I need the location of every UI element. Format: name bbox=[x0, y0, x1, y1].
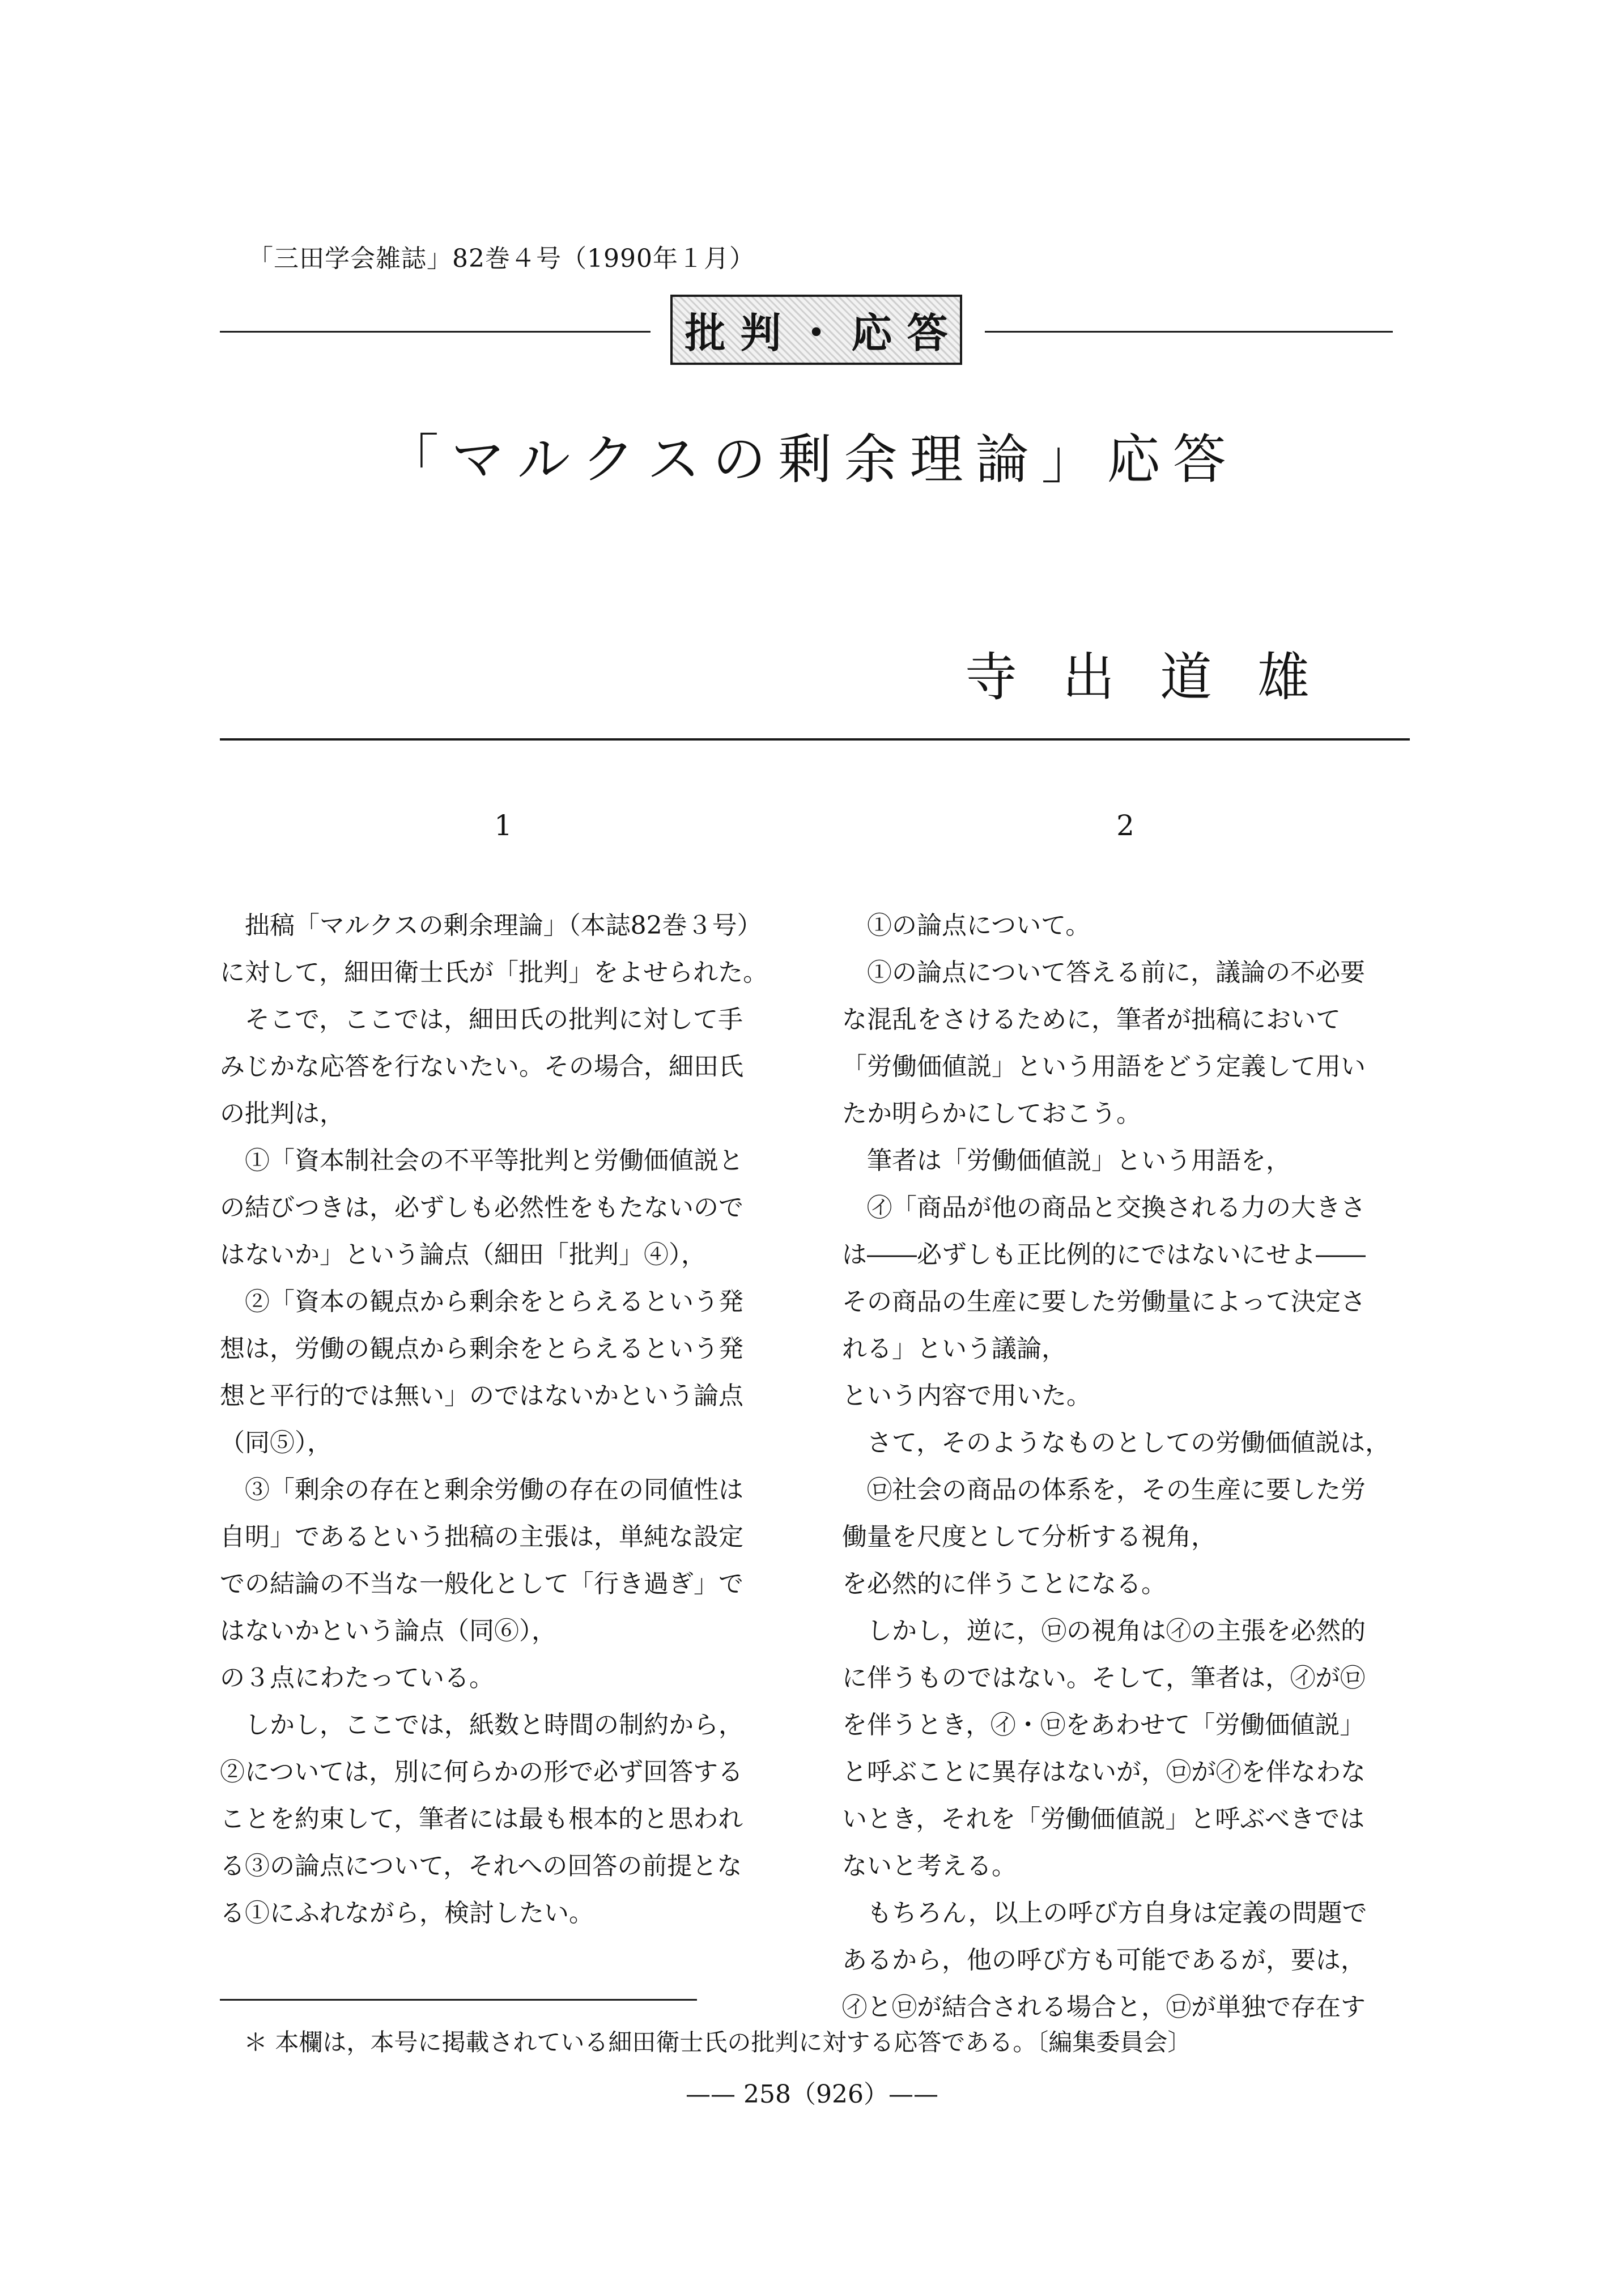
text-line: 自明」であるという拙稿の主張は，単純な設定 bbox=[220, 1522, 743, 1551]
text-line: （同⑤）， bbox=[220, 1428, 332, 1457]
text-line: れる」という議論， bbox=[842, 1334, 1066, 1363]
right-column-text bbox=[842, 902, 1409, 2031]
article-title: 「マルクスの剰余理論」応答 bbox=[385, 429, 1239, 491]
left-column-text bbox=[220, 902, 787, 1937]
text-line: ②については，別に何らかの形で必ず回答する bbox=[220, 1758, 743, 1786]
text-line: な混乱をさけるために，筆者が拙稿において bbox=[842, 1005, 1341, 1034]
text-line: ㋑「商品が他の商品と交換される力の大きさ bbox=[842, 1193, 1366, 1222]
text-line: る①にふれながら，検討したい。 bbox=[220, 1899, 594, 1928]
author-name: 寺出道雄 bbox=[964, 647, 1355, 708]
banner-rule-right bbox=[985, 331, 1393, 333]
text-line: 「労働価値説」という用語をどう定義して用い bbox=[842, 1052, 1366, 1081]
text-line: る③の論点について，それへの回答の前提とな bbox=[220, 1852, 742, 1881]
text-line: での結論の不当な一般化として「行き過ぎ」で bbox=[220, 1569, 743, 1598]
text-line: という内容で用いた。 bbox=[842, 1381, 1091, 1410]
text-line: 働量を尺度として分析する視角， bbox=[842, 1522, 1216, 1551]
text-line: を必然的に伴うことになる。 bbox=[842, 1569, 1166, 1598]
header-rule bbox=[220, 738, 1410, 741]
text-line: ㋺社会の商品の体系を，その生産に要した労 bbox=[842, 1475, 1366, 1504]
text-line: さて，そのようなものとしての労働価値説は， bbox=[842, 1428, 1391, 1457]
text-line: ②「資本の観点から剰余をとらえるという発 bbox=[220, 1287, 743, 1316]
footnote: ＊ 本欄は，本号に掲載されている細田衛士氏の批判に対する応答である。〔編集委員会〕 bbox=[244, 2028, 1192, 2056]
text-line: ないと考える。 bbox=[842, 1852, 1017, 1881]
text-line: 想と平行的では無い」のではないかという論点 bbox=[220, 1381, 743, 1410]
text-line: の結びつきは，必ずしも必然性をもたないので bbox=[220, 1193, 743, 1222]
text-line: いとき，それを「労働価値説」と呼ぶべきでは bbox=[842, 1805, 1365, 1833]
text-line: はないかという論点（同⑥）， bbox=[220, 1616, 556, 1645]
section-number-1: 1 bbox=[494, 809, 512, 842]
text-line: 拙稿「マルクスの剰余理論」（本誌82巻３号） bbox=[220, 911, 762, 940]
text-line: ①「資本制社会の不平等批判と労働価値説と bbox=[220, 1146, 743, 1175]
text-line: に伴うものではない。そして，筆者は，㋑が㋺ bbox=[842, 1664, 1366, 1692]
text-line: ①の論点について。 bbox=[842, 911, 1091, 940]
section-label: 批判・応答 bbox=[685, 309, 963, 357]
text-line: ①の論点について答える前に，議論の不必要 bbox=[842, 958, 1366, 987]
text-line: もちろん，以上の呼び方自身は定義の問題で bbox=[842, 1899, 1367, 1928]
banner-rule-left bbox=[220, 331, 651, 333]
text-line: しかし，逆に，㋺の視角は㋑の主張を必然的 bbox=[842, 1616, 1366, 1645]
text-line: あるから，他の呼び方も可能であるが，要は， bbox=[842, 1946, 1366, 1975]
section-number-2: 2 bbox=[1116, 809, 1134, 842]
page-number: —— 258（926）—— bbox=[686, 2080, 938, 2109]
text-line: そこで，ここでは，細田氏の批判に対して手 bbox=[220, 1005, 743, 1034]
text-line: を伴うとき，㋑・㋺をあわせて「労働価値説」 bbox=[842, 1711, 1365, 1739]
section-banner bbox=[220, 295, 1410, 368]
text-line: は――必ずしも正比例的にではないにせよ―― bbox=[842, 1240, 1366, 1269]
text-line: の３点にわたっている。 bbox=[220, 1664, 494, 1692]
text-line: 想は，労働の観点から剰余をとらえるという発 bbox=[220, 1334, 743, 1363]
text-line: はないか」という論点（細田「批判」④）， bbox=[220, 1240, 706, 1269]
text-line: に対して，細田衛士氏が「批判」をよせられた。 bbox=[220, 958, 768, 987]
text-line: と呼ぶことに異存はないが，㋺が㋑を伴なわな bbox=[842, 1758, 1366, 1786]
text-line: ㋑と㋺が結合される場合と，㋺が単独で存在す bbox=[842, 1993, 1366, 2022]
text-line: みじかな応答を行ないたい。その場合，細田氏 bbox=[220, 1052, 743, 1081]
text-line: の批判は， bbox=[220, 1099, 345, 1128]
footnote-rule bbox=[220, 1999, 697, 2001]
text-line: ことを約束して，筆者には最も根本的と思われ bbox=[220, 1805, 743, 1833]
journal-citation: 「三田学会雑誌」82巻４号（1990年１月） bbox=[248, 244, 755, 273]
section-label-box bbox=[670, 295, 962, 365]
text-line: ③「剰余の存在と剰余労働の存在の同値性は bbox=[220, 1475, 743, 1504]
text-line: しかし，ここでは，紙数と時間の制約から， bbox=[220, 1711, 743, 1739]
text-line: その商品の生産に要した労働量によって決定さ bbox=[842, 1287, 1366, 1316]
text-line: 筆者は「労働価値説」という用語を， bbox=[842, 1146, 1291, 1175]
text-line: たか明らかにしておこう。 bbox=[842, 1099, 1141, 1128]
